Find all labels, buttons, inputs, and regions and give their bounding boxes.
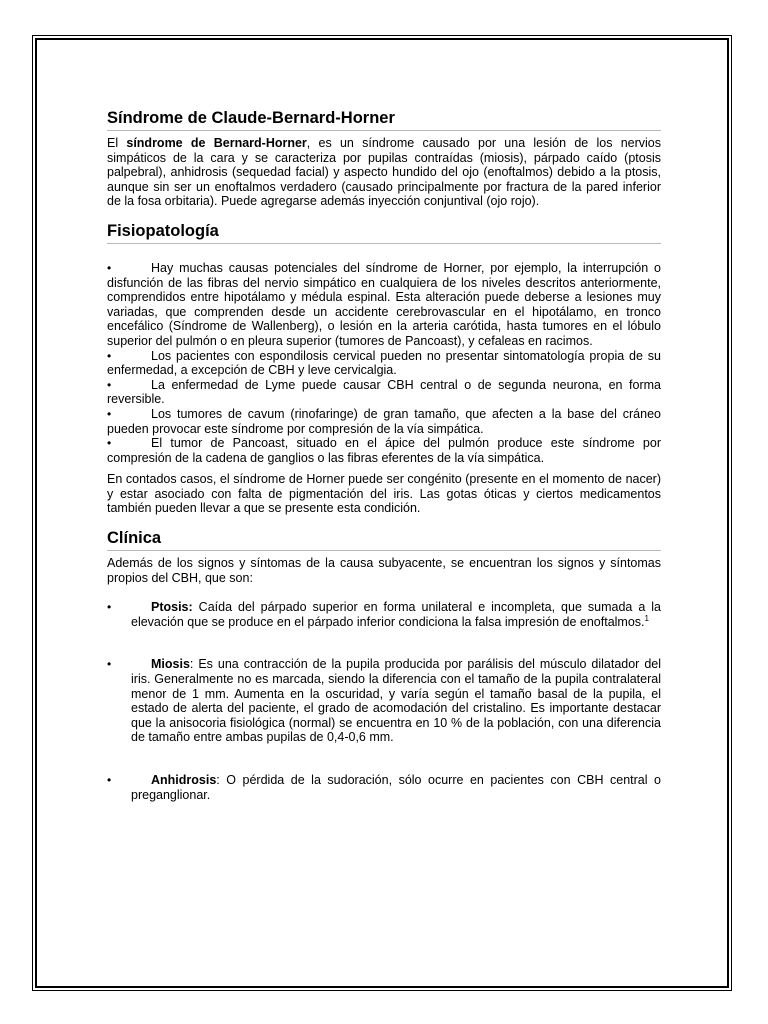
list-item-term: Anhidrosis [151, 773, 217, 787]
list-item-text: Hay muchas causas potenciales del síndrome de Horner, por ejemplo, la interrupción o disfunción de las fibras del nervio simpático en cualquiera de los niveles descritos anteriormente, comprendidos entre hipotálamo y médula espinal. Esta alteración puede deberse a lesiones muy variadas, que comprenden desde un accidente cerebrovascular en el hipotálamo, en tronco encefálico (Síndrome de Wallenberg), o lesión en la arteria carótida, hasta tumores en el lóbulo superior del pulmón o en pleura superior (tumores de Pancoast), y cefaleas en racimos. [107, 260, 661, 348]
footnote-ref: 1 [644, 613, 649, 623]
bullet-icon: • [107, 406, 112, 421]
list-item [107, 349, 661, 378]
section-title-clinica: Clínica [107, 528, 661, 551]
intro-rest: , es un síndrome causado por una lesión de los nervios simpáticos de la cara y se caracteriza por pupilas contraídas (miosis), párpado caído (ptosis palpebral), anhidrosis (sequedad facial) y aspecto hundido del ojo (enoftalmos) debido a la ptosis, aunque sin ser un enoftalmos verdadero (causado principalmente por fractura de la pared inferior de la fosa orbitaria). Puede agregarse además inyección conjuntival (ojo rojo). [107, 136, 661, 209]
list-item [107, 407, 661, 436]
bullet-icon: • [107, 773, 112, 787]
bullet-icon: • [107, 348, 112, 363]
fisiopatologia-closing-paragraph: En contados casos, el síndrome de Horner puede ser congénito (presente en el momento de nacer) y estar asociado con falta de pigmentación del iris. Las gotas óticas y ciertos medicamentos también pueden llevar a que se presente esta condición. [107, 472, 661, 516]
list-item-text: Caída del párpado superior en forma unilateral e incompleta, que sumada a la elevación que se produce en el párpado inferior condiciona la falsa impresión de enoftalmos. [131, 600, 661, 629]
intro-paragraph [107, 136, 661, 209]
bullet-icon: • [107, 600, 112, 615]
list-item-text: : Es una contracción de la pupila producida por parálisis del músculo dilatador del iris. Generalmente no es marcada, siendo la diferencia con el tamaño de la pupila contralateral menor de 1 mm. Aumenta en la oscuridad, y varía según el tamaño basal de la pupila, el estado de alerta del paciente, el grado de acomodación del cristalino. Es importante destacar que la anisocoria fisiológica (normal) se encuentra en 10 % de la población, con una diferencia de tamaño entre ambas pupilas de 0,4-0,6 mm. [131, 657, 661, 745]
intro-bold-term: síndrome de Bernard-Horner [126, 136, 307, 150]
list-item [107, 436, 661, 465]
intro-prefix: El [107, 136, 127, 150]
document-body [107, 108, 661, 802]
clinica-intro-paragraph: Además de los signos y síntomas de la causa subyacente, se encuentran los signos y síntomas propios del CBH, que son: [107, 556, 661, 585]
fisiopatologia-list [107, 261, 661, 465]
list-item-text: El tumor de Pancoast, situado en el ápice del pulmón produce este síndrome por compresión de la cadena de ganglios o las fibras eferentes de la vía simpática. [107, 436, 661, 465]
list-item-text: : O pérdida de la sudoración, sólo ocurre en pacientes con CBH central o preganglionar. [131, 773, 661, 802]
section-title-fisiopatologia: Fisiopatología [107, 221, 661, 244]
list-item-term: Miosis [151, 657, 190, 672]
list-item [107, 600, 661, 629]
bullet-icon: • [107, 260, 112, 275]
list-item-term: Ptosis: [151, 600, 193, 615]
list-item [107, 773, 661, 802]
list-item-text: La enfermedad de Lyme puede causar CBH central o de segunda neurona, en forma reversible. [107, 377, 661, 407]
bullet-icon: • [107, 436, 112, 451]
list-item [107, 657, 661, 745]
section-title-sindrome: Síndrome de Claude-Bernard-Horner [107, 108, 661, 131]
list-item-text: Los tumores de cavum (rinofaringe) de gran tamaño, que afecten a la base del cráneo pueden provocar este síndrome por compresión de la vía simpática. [107, 406, 661, 436]
list-item [107, 378, 661, 407]
bullet-icon: • [107, 657, 112, 672]
bullet-icon: • [107, 377, 112, 392]
list-item [107, 261, 661, 349]
clinica-list [107, 600, 661, 802]
list-item-text: Los pacientes con espondilosis cervical pueden no presentar sintomatología propia de su enfermedad, a excepción de CBH y leve cervicalgia. [107, 348, 661, 378]
